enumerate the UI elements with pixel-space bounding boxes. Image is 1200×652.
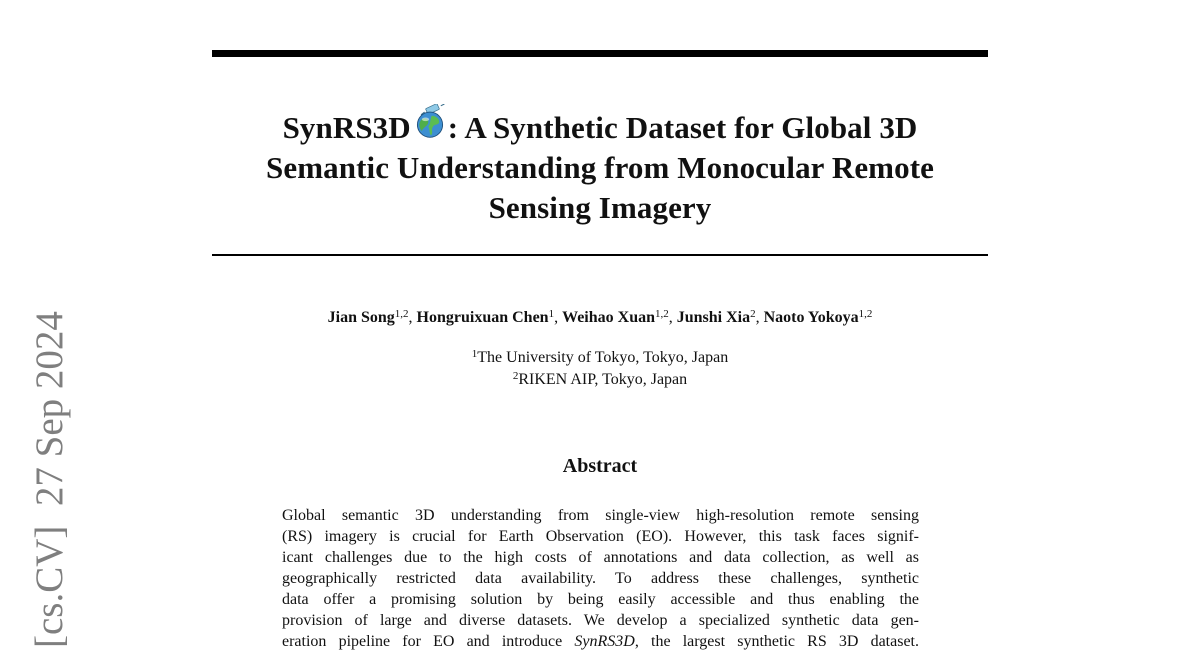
abstract-line: icant challenges due to the high costs of annotations and data collection, as well as — [282, 549, 919, 566]
author-affiliation-mark: 1,2 — [655, 308, 669, 320]
abstract-heading: Abstract — [562, 455, 638, 477]
author-list — [212, 307, 988, 329]
author-separator: , — [554, 309, 563, 326]
title-line2: Semantic Understanding from Monocular Remote — [266, 150, 934, 185]
title-line3: Sensing Imagery — [488, 190, 712, 225]
arxiv-date: 27 Sep 2024 — [28, 311, 71, 507]
abstract-line: provision of large and diverse datasets. We develop a specialized synthetic data gen- — [282, 612, 919, 629]
author-affiliation-mark: 1,2 — [394, 308, 409, 320]
paper-title — [212, 104, 988, 228]
affiliation-item — [212, 347, 988, 369]
abstract-text: , the largest synthetic RS 3D dataset. — [634, 633, 919, 650]
affiliation-text: RIKEN AIP, Tokyo, Japan — [518, 371, 688, 388]
author-name: Naoto Yokoya — [763, 309, 859, 326]
title-top-rule — [212, 50, 988, 57]
author-name: Junshi Xia — [676, 309, 751, 326]
author-separator: , — [668, 309, 677, 326]
abstract-line: Global semantic 3D understanding from single-view high-resolution remote sensing — [282, 507, 919, 524]
title-bottom-rule — [212, 254, 988, 256]
abstract-text: eration pipeline for EO and introduce — [282, 633, 575, 650]
author-name: Hongruixuan Chen — [416, 309, 549, 326]
globe-logo-icon — [412, 104, 448, 140]
dataset-name: SynRS3D — [574, 633, 635, 650]
affiliation-item — [212, 369, 988, 391]
abstract-line: data offer a promising solution by being easily accessible and thus enabling the — [282, 591, 919, 608]
author-affiliation-mark: 1 — [548, 308, 555, 320]
author-separator: , — [755, 309, 764, 326]
abstract-line-last — [282, 631, 919, 652]
arxiv-category: [cs.CV] — [28, 525, 71, 648]
abstract-body — [282, 505, 919, 652]
affiliation-mark: 2 — [512, 370, 519, 382]
affiliation-text: The University of Tokyo, Tokyo, Japan — [477, 349, 729, 366]
abstract-line: (RS) imagery is crucial for Earth Observation (EO). However, this task faces signif- — [282, 528, 919, 545]
arxiv-stamp — [28, 288, 72, 648]
author-affiliation-mark: 1,2 — [858, 308, 873, 320]
affiliation-list — [212, 347, 988, 391]
author-name: Jian Song — [327, 309, 395, 326]
author-name: Weihao Xuan — [562, 309, 655, 326]
title-line1-rest: : A Synthetic Dataset for Global 3D — [447, 110, 918, 145]
author-affiliation-mark: 2 — [750, 308, 756, 320]
title-lead: SynRS3D — [282, 110, 411, 145]
abstract-line: geographically restricted data availability. To address these challenges, synthetic — [282, 570, 919, 587]
author-separator: , — [408, 309, 417, 326]
affiliation-mark: 1 — [471, 348, 478, 360]
